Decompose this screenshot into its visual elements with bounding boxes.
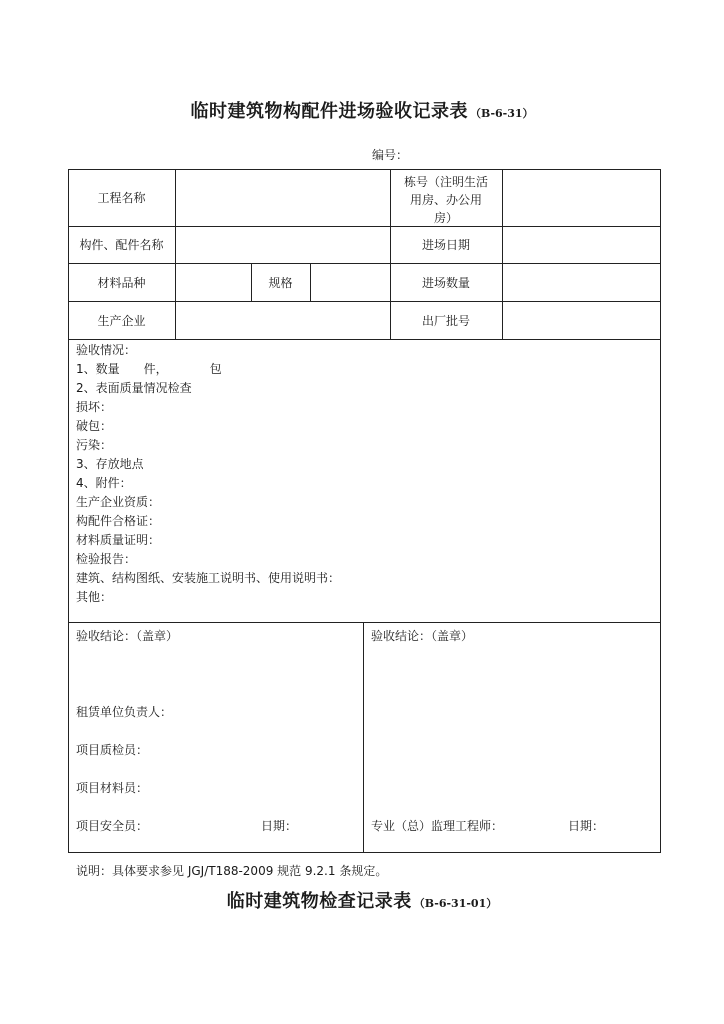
form-code: （B-6-31） [469, 107, 534, 120]
project-name-label: 工程名称 [97, 191, 146, 205]
lessor-signature-label: 租赁单位负责人： [76, 705, 173, 719]
inspection-line: 其他： [76, 590, 113, 604]
serial-number-label: 编号： [372, 148, 409, 162]
inspection-line: 生产企业资质： [76, 495, 161, 509]
form-title-text: 临时建筑物构配件进场验收记录表 [190, 101, 468, 122]
row-divider [68, 622, 661, 623]
building-number-label: 栋号（注明生活用房、办公用房） [403, 175, 488, 225]
spec-field[interactable] [311, 264, 390, 301]
left-date-label: 日期： [261, 819, 298, 833]
manufacturer-label: 生产企业 [97, 314, 146, 328]
inspection-line: 2、表面质量情况检查 [76, 381, 192, 395]
inspection-line: 验收情况： [76, 343, 137, 357]
material-officer-label: 项目材料员： [76, 781, 149, 795]
entry-date-field[interactable] [503, 227, 660, 263]
inspection-line: 3、存放地点 [76, 457, 144, 471]
building-number-field[interactable] [503, 170, 660, 226]
inspection-line: 损坏： [76, 400, 113, 414]
inspection-line: 4、附件： [76, 476, 132, 490]
supervisor-signature-label: 专业（总）监理工程师： [371, 819, 504, 833]
batch-number-field[interactable] [503, 302, 660, 339]
entry-date-label: 进场日期 [421, 238, 470, 252]
footnote: 说明：具体要求参见 JGJ/T188-2009 规范 9.2.1 条规定。 [76, 864, 388, 878]
material-type-field[interactable] [176, 264, 251, 301]
inspection-line: 破包： [76, 419, 113, 433]
inspection-line: 检验报告： [76, 552, 137, 566]
quality-inspector-label: 项目质检员： [76, 743, 149, 757]
inspection-line: 污染： [76, 438, 113, 452]
next-form-title-text: 临时建筑物检查记录表 [226, 891, 412, 912]
component-name-label: 构件、配件名称 [79, 238, 164, 252]
entry-quantity-label: 进场数量 [421, 276, 470, 290]
project-name-field[interactable] [176, 170, 390, 226]
inspection-line: 构配件合格证： [76, 514, 161, 528]
safety-officer-label: 项目安全员： [76, 819, 149, 833]
inspection-line: 材料质量证明： [76, 533, 161, 547]
next-form-code: （B-6-31-01） [413, 897, 498, 910]
batch-number-label: 出厂批号 [421, 314, 470, 328]
entry-quantity-field[interactable] [503, 264, 660, 301]
right-date-label: 日期： [568, 819, 605, 833]
manufacturer-field[interactable] [176, 302, 390, 339]
inspection-line: 1、数量 件， 包 [76, 362, 222, 376]
next-form-title [0, 887, 724, 913]
conclusion-divider [363, 622, 364, 853]
component-name-field[interactable] [176, 227, 390, 263]
material-type-label: 材料品种 [97, 276, 146, 290]
inspection-line: 建筑、结构图纸、安装施工说明书、使用说明书： [76, 571, 341, 585]
row-divider [68, 339, 661, 340]
form-title [0, 97, 724, 123]
right-conclusion-heading: 验收结论：（盖章） [371, 629, 474, 643]
left-conclusion-heading: 验收结论：（盖章） [76, 629, 179, 643]
spec-label: 规格 [268, 276, 293, 290]
